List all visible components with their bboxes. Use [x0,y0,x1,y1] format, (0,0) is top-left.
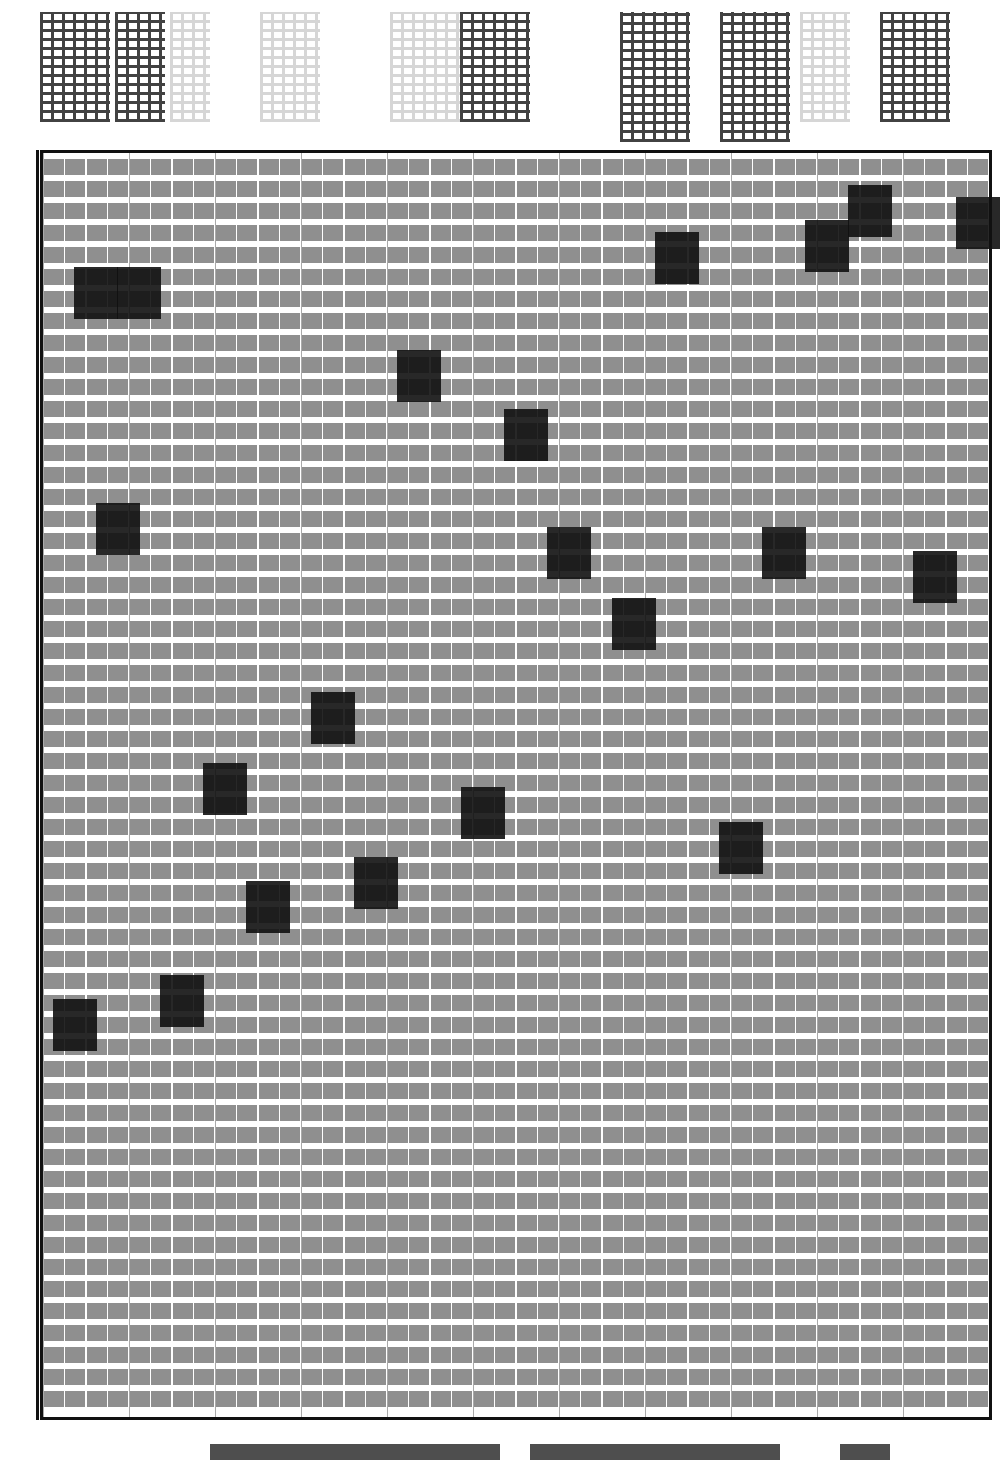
seal-glyph [880,12,950,122]
page-number [0,1160,36,1220]
entry-head-character [848,185,892,237]
text-column [753,159,773,1411]
entry-head-character [246,881,290,933]
column-rule [473,153,474,1417]
text-column [581,159,601,1411]
column-rule [731,153,732,1417]
entry-head-character [719,822,763,874]
text-column [968,159,988,1411]
column-rule [903,153,904,1417]
text-column [151,159,171,1411]
text-column [925,159,945,1411]
text-column [646,159,666,1411]
entry-head-character [96,503,140,555]
entry-head-character [117,267,161,319]
text-column [796,159,816,1411]
text-column [345,159,365,1411]
text-column [366,159,386,1411]
text-column [882,159,902,1411]
text-column [667,159,687,1411]
seal-glyph-faint [170,12,210,122]
entry-head-character [160,975,204,1027]
publisher-label [0,1230,36,1410]
radical-label [0,750,36,820]
entry-head-character [203,763,247,815]
column-rule [129,153,130,1417]
text-column [130,159,150,1411]
seal-glyph [115,12,165,122]
footer-title [530,1444,780,1460]
seal-glyph [40,12,110,122]
text-column [108,159,128,1411]
entry-head-character [956,197,1000,249]
text-column [603,159,623,1411]
entry-head-character [74,267,118,319]
text-column [259,159,279,1411]
entry-head-character [504,409,548,461]
text-column [538,159,558,1411]
text-column [710,159,730,1411]
text-column [452,159,472,1411]
text-column [323,159,343,1411]
text-column [947,159,967,1411]
entry-head-character [461,787,505,839]
text-column [495,159,515,1411]
entry-head-character [805,220,849,272]
seal-glyph-faint [390,12,460,122]
footer-url [210,1444,500,1460]
page-margin [0,150,39,1420]
dictionary-page [40,150,992,1420]
text-column [861,159,881,1411]
text-column [431,159,451,1411]
column-rule [43,153,44,1417]
entry-head-character [397,350,441,402]
text-column [904,159,924,1411]
text-column [818,159,838,1411]
entry-head-character [913,551,957,603]
text-column [388,159,408,1411]
text-column [517,159,537,1411]
section-label [0,610,36,740]
entry-head-character [612,598,656,650]
entry-head-character [547,527,591,579]
book-title [0,160,36,530]
footer-page-number [840,1444,890,1460]
text-column [65,159,85,1411]
text-column [302,159,322,1411]
text-column [474,159,494,1411]
seal-glyph-faint [260,12,320,122]
text-column [689,159,709,1411]
column-rule [559,153,560,1417]
text-column [732,159,752,1411]
column-rule [817,153,818,1417]
column-rule [645,153,646,1417]
seal-script-header [0,0,1000,140]
entry-head-character [53,999,97,1051]
text-column [173,159,193,1411]
seal-glyph-faint [800,12,850,122]
text-column [280,159,300,1411]
text-column [624,159,644,1411]
column-rule [301,153,302,1417]
text-column [44,159,64,1411]
text-column [409,159,429,1411]
stroke-count-label [0,830,36,910]
entry-head-character [655,232,699,284]
text-column [87,159,107,1411]
text-column [839,159,859,1411]
page-footer [0,1430,1000,1474]
entry-head-character [762,527,806,579]
entry-head-character [311,692,355,744]
text-column [775,159,795,1411]
text-column [560,159,580,1411]
seal-glyph [720,12,790,142]
seal-glyph [620,12,690,142]
column-rule [387,153,388,1417]
seal-glyph [460,12,530,122]
entry-head-character [354,857,398,909]
